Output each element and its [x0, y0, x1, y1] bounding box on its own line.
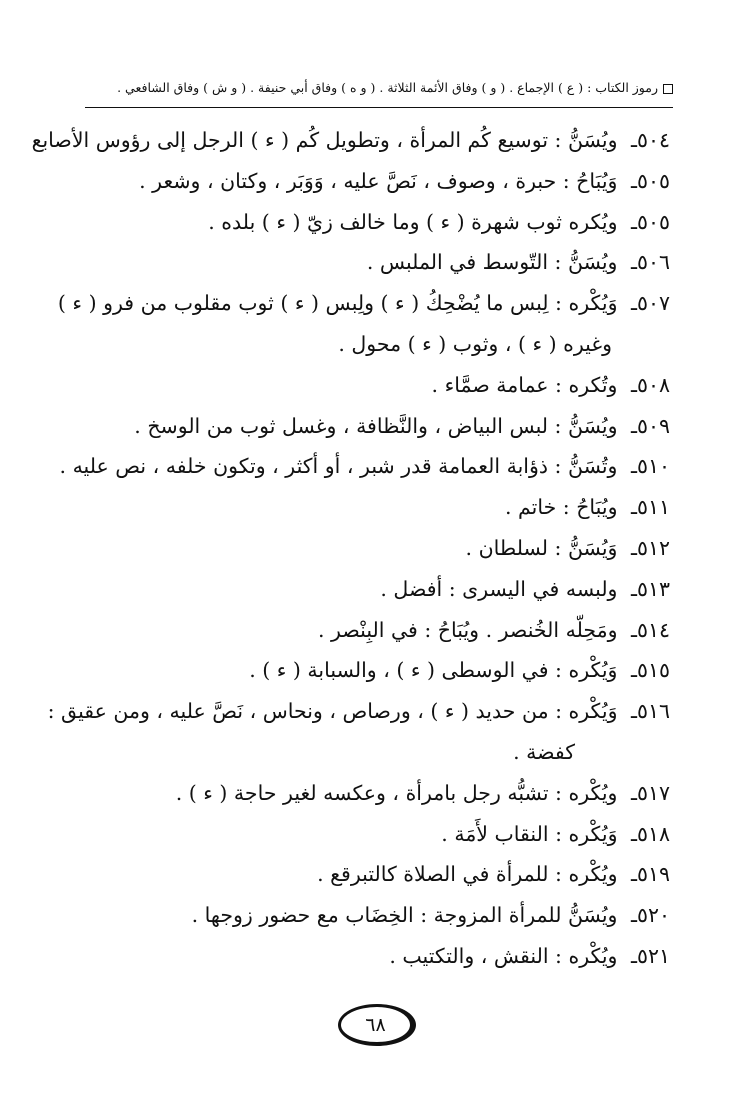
- entry-text: ويُسَنُّ : توسيع كُم المرأة ، وتطويل كُم ( ء ) الرجل إلى رؤوس الأصابع: [31, 128, 618, 152]
- entry-number: ٥٠٥ـ: [630, 209, 670, 234]
- entry-row: [47, 691, 670, 732]
- entry-number: ٥١١ـ: [630, 495, 670, 520]
- entry-text: ويُسَنُّ للمرأة المزوجة : الخِضَاب مع حضور زوجها .: [191, 903, 618, 928]
- entry-text: وَيُسَنُّ : لسلطان .: [465, 535, 618, 560]
- entry-number: ٥٠٩ـ: [630, 413, 670, 438]
- entry-text: وَيُبَاحُ : حبرة ، وصوف ، نَصَّ عليه ، وَوَبَر ، وكتان ، وشعر .: [139, 168, 618, 193]
- entry-row: [59, 446, 670, 487]
- entry-number: ٥١٩ـ: [630, 862, 670, 887]
- entry-text: ويُكْره : للمرأة في الصلاة كالتبرقع .: [317, 862, 618, 887]
- page-number-badge: [338, 1004, 416, 1046]
- square-bullet-icon: [663, 84, 673, 94]
- entry-text: ويُكْره : تشبُّه رجل بامرأة ، وعكسه لغير حاجة ( ء ) .: [175, 780, 618, 805]
- entry-number: ٥١٨ـ: [630, 821, 670, 846]
- entry-number: ٥٢٠ـ: [630, 903, 670, 928]
- entry-number: ٥٠٦ـ: [630, 250, 670, 275]
- entry-row: [92, 406, 670, 447]
- entry-text: ويُكره ثوب شهرة ( ء ) وما خالف زيّ ( ء ) بلده .: [208, 209, 618, 234]
- entry-number: ٥٠٨ـ: [630, 372, 670, 397]
- entry-row: [31, 120, 670, 161]
- entry-text: وتُكره : عمامة صمَّاء .: [431, 372, 618, 397]
- entry-number: ٥١٦ـ: [630, 699, 670, 724]
- entry-row: [92, 895, 670, 936]
- entry-number: ٥١٤ـ: [630, 617, 670, 642]
- entry-row: [92, 324, 670, 365]
- entry-text: وَيُكْره : من حديد ( ء ) ، ورصاص ، ونحاس ، نَصَّ عليه ، ومن عقيق :: [47, 699, 618, 724]
- entry-row: [92, 610, 670, 651]
- entry-row: [92, 528, 670, 569]
- entry-row: [92, 242, 670, 283]
- entry-number: ٥١٣ـ: [630, 576, 670, 601]
- entry-text: ويُبَاحُ : خاتم .: [504, 495, 618, 520]
- entry-number: ٥٠٥ـ: [630, 168, 670, 193]
- entry-row: [92, 487, 670, 528]
- entry-text: ويُسَنُّ : التّوسط في الملبس .: [366, 250, 618, 275]
- entry-row: [92, 814, 670, 855]
- page-number: ٦٨: [365, 1014, 386, 1036]
- entry-row: [92, 936, 670, 977]
- entry-text: وَيُكْره : لِبس ما يُضْحِكُ ( ء ) ولِبس ( ء ) ثوب مقلوب من فرو ( ء ): [57, 291, 618, 316]
- entry-row: [92, 732, 670, 773]
- entry-number: ٥١٥ـ: [630, 658, 670, 683]
- entry-number: ٥١٠ـ: [630, 454, 670, 479]
- entry-text: كفضة .: [513, 739, 575, 764]
- header-rule: [85, 107, 673, 108]
- page-header: [85, 73, 673, 103]
- entry-text: وَيُكْره : في الوسطى ( ء ) ، والسبابة ( ء ) .: [249, 658, 618, 683]
- entry-number: ٥٠٤ـ: [630, 128, 670, 152]
- entry-row: [92, 854, 670, 895]
- entry-text: وَيُكْره : النقاب لأَمَة .: [441, 821, 618, 846]
- entry-row: [92, 365, 670, 406]
- entries-list: [31, 120, 670, 977]
- entry-row: [92, 161, 670, 202]
- entry-text: وغيره ( ء ) ، وثوب ( ء ) محول .: [338, 331, 612, 356]
- entry-text: وتُسَنُّ : ذؤابة العمامة قدر شبر ، أو أكثر ، وتكون خلفه ، نص عليه .: [59, 454, 618, 479]
- entry-text: ولبسه في اليسرى : أفضل .: [380, 576, 618, 601]
- entry-row: [92, 650, 670, 691]
- entry-number: ٥٢١ـ: [630, 943, 670, 968]
- entry-row: [57, 283, 670, 324]
- entry-number: ٥١٢ـ: [630, 535, 670, 560]
- entry-number: ٥٠٧ـ: [630, 291, 670, 316]
- entry-text: ويُكْره : النقش ، والتكتيب .: [389, 943, 618, 968]
- entry-row: [92, 773, 670, 814]
- entry-text: ومَحِلّه الخُنصر . ويُبَاحُ : في البِنْصر .: [318, 617, 618, 642]
- entry-number: ٥١٧ـ: [630, 780, 670, 805]
- header-text: رموز الكتاب : ( ع ) الإجماع . ( و ) وفاق الأئمة الثلاثة . ( و ه ) وفاق أبي حنيفة . ( و ش ) وفاق الشافعي .: [117, 80, 658, 95]
- entry-text: ويُسَنُّ : لبس البياض ، والنَّظافة ، وغسل ثوب من الوسخ .: [134, 413, 618, 438]
- entry-row: [92, 202, 670, 243]
- entry-row: [92, 569, 670, 610]
